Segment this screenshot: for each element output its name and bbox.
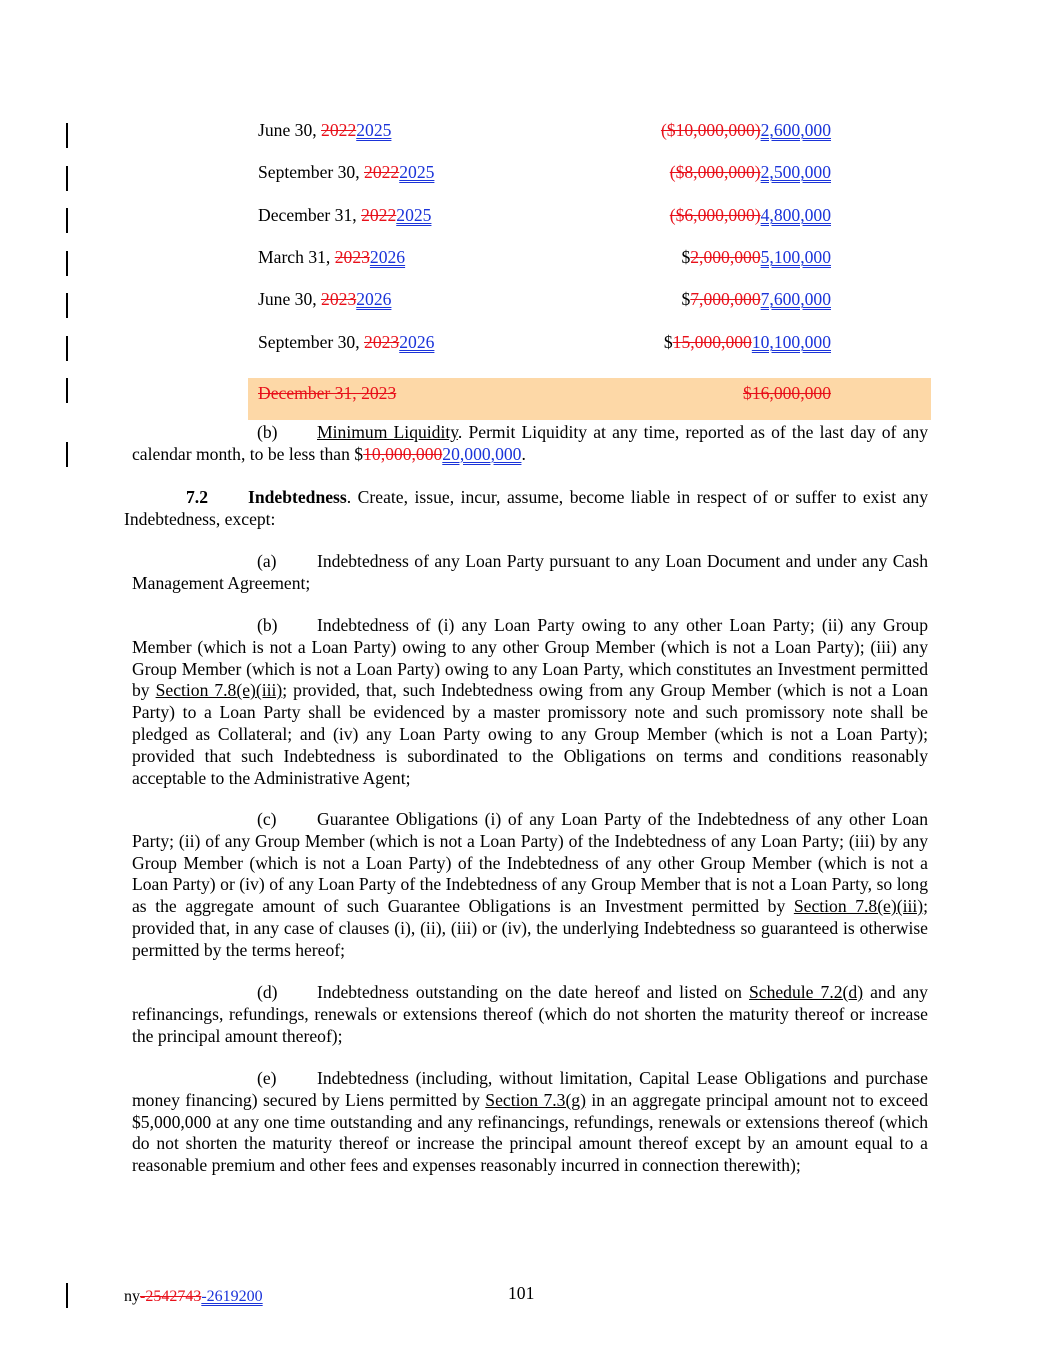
- change-bar: [66, 293, 68, 318]
- change-bar: [66, 123, 68, 148]
- clause-e: (e) Indebtedness (including, without limitation, Capital Lease Obligations and purchase money financing) secured by Liens permitted by Section 7.3(g) in an aggregate principal amount not to exceed $5,000,000 at any one time outstanding and any refinancings, refundings, renewals or extensions thereof (which do not shorten the maturity thereof or increase the principal amount thereof except by an amount equal to a reasonable premium and other fees and expenses reasonably incurred in connection therewith);: [132, 1068, 928, 1176]
- document-id: ny-2542743-2619200: [124, 1288, 263, 1305]
- schedule-row: [248, 200, 931, 242]
- schedule-amount: $7,000,0007,600,000: [681, 289, 831, 309]
- clause-label: (c): [257, 809, 277, 829]
- schedule-amount: ($8,000,000)2,500,000: [669, 162, 831, 182]
- schedule-date: December 31, 20222025: [258, 205, 432, 225]
- cross-reference: Schedule 7.2(d): [748, 982, 864, 1002]
- schedule-amount: $15,000,00010,100,000: [663, 332, 831, 352]
- change-bar: [66, 336, 68, 361]
- schedule-date: September 30, 20232026: [258, 332, 435, 352]
- change-bar: [66, 208, 68, 233]
- cross-reference: Section 7.3(g): [485, 1089, 586, 1110]
- cross-reference: Section 7.8(e)(iii): [155, 680, 283, 701]
- clause-d: (d) Indebtedness outstanding on the date hereof and listed on Schedule 7.2(d) and any refinancings, refundings, renewals or extensions thereof (which do not shorten the maturity thereof or increase the principal amount thereof);: [132, 982, 928, 1046]
- schedule-row: [248, 115, 931, 157]
- schedule-date: June 30, 20222025: [258, 120, 392, 140]
- schedule-amount: $2,000,0005,100,000: [681, 247, 831, 267]
- schedule-date: December 31, 2023: [258, 383, 397, 403]
- clause-b: (b) Indebtedness of (i) any Loan Party owing to any other Loan Party; (ii) any Group Member (which is not a Loan Party) owing to any other Group Member (which is not a Loan Party); (iii) any Group Member (which is not a Loan Party) owing to any Loan Party, which constitutes an Investment permitted by Section 7.8(e)(iii); provided, that, such Indebtedness owing from any Group Member (which is not a Loan Party) to a Loan Party shall be evidenced by a master promissory note and such promissory note shall be pledged as Collateral; and (iv) any Loan Party owing to any Group Member (which is not a Loan Party); provided that such Indebtedness is subordinated to the Obligations on terms and conditions reasonably acceptable to the Administrative Agent;: [132, 615, 928, 788]
- minimum-liquidity-clause: (b) Minimum Liquidity. Permit Liquidity at any time, reported as of the last day of any calendar month, to be less than $10,000,00020,000,000.: [132, 422, 928, 464]
- section-heading: Indebtedness: [248, 487, 347, 507]
- clause-label: (d): [257, 982, 278, 1002]
- schedule-row-deleted: [248, 378, 931, 420]
- section-7-2: 7.2 Indebtedness. Create, issue, incur, assume, become liable in respect of or suffer to exist any Indebtedness, except:: [124, 487, 928, 529]
- schedule-row: [248, 327, 931, 369]
- schedule-amount: ($6,000,000)4,800,000: [669, 205, 831, 225]
- clause-heading: Minimum Liquidity: [317, 422, 458, 442]
- schedule-row: [248, 284, 931, 326]
- schedule-amount: $16,000,000: [743, 383, 831, 403]
- clause-label: (b): [257, 422, 278, 442]
- page-number: 101: [508, 1283, 535, 1303]
- change-bar: [66, 166, 68, 191]
- schedule-row: [248, 157, 931, 199]
- schedule-amount: ($10,000,000)2,600,000: [660, 120, 831, 140]
- clause-label: (b): [257, 615, 278, 635]
- schedule-date: June 30, 20232026: [258, 289, 392, 309]
- clause-label: (a): [257, 551, 277, 571]
- change-bar: [66, 378, 68, 403]
- clause-label: (e): [257, 1068, 277, 1088]
- clause-a: (a) Indebtedness of any Loan Party pursuant to any Loan Document and under any Cash Management Agreement;: [132, 551, 928, 593]
- change-bar: [66, 251, 68, 276]
- section-number: 7.2: [186, 487, 208, 507]
- clause-c: (c) Guarantee Obligations (i) of any Loan Party of the Indebtedness of any other Loan Party; (ii) of any Group Member (which is not a Loan Party) of the Indebtedness of any Loan Party; (iii) by any Group Member (which is not a Loan Party) of the Indebtedness of any other Group Member (which is not a Loan Party) or (iv) of any Loan Party of the Indebtedness of any Group Member that is not a Loan Party, so long as the aggregate amount of such Guarantee Obligations is an Investment permitted by Section 7.8(e)(iii); provided that, in any case of clauses (i), (ii), (iii) or (iv), the underlying Indebtedness so guaranteed is otherwise permitted by the terms hereof;: [132, 809, 929, 960]
- schedule-date: September 30, 20222025: [258, 162, 435, 182]
- schedule-row: [248, 242, 931, 284]
- change-bar: [66, 1283, 68, 1308]
- cross-reference: Section 7.8(e)(iii): [793, 896, 924, 917]
- schedule-date: March 31, 20232026: [258, 247, 406, 267]
- change-bar: [66, 442, 68, 467]
